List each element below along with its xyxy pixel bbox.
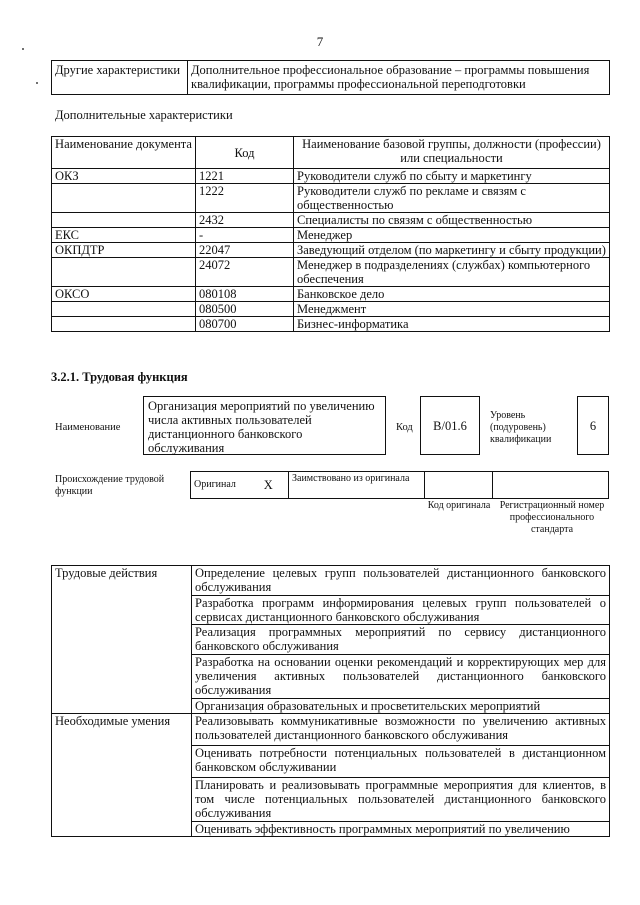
code-caption: Код оригинала [427, 500, 491, 511]
cell-name: Специалисты по связям с общественностью [294, 213, 610, 228]
table-row [52, 169, 610, 184]
function-heading: 3.2.1. Трудовая функция [51, 370, 188, 384]
other-characteristics-table [51, 60, 610, 95]
level-box [577, 396, 609, 455]
cell-code: 080500 [196, 302, 294, 317]
cell-doc: ОКСО [52, 287, 196, 302]
actions-label: Трудовые действия [52, 566, 192, 714]
header-name: Наименование базовой группы, должности (профессии) или специальности [294, 137, 610, 169]
skill-item: Оценивать эффективность программных мероприятий по увеличению [192, 822, 610, 837]
origin-table [190, 471, 609, 499]
table-header-row [52, 137, 610, 169]
cell-name: Менеджер в подразделениях (службах) компьютерного обеспечения [294, 258, 610, 287]
action-item: Разработка на основании оценки рекомендаций и корректирующих мер для увеличения активных пользователей дистанционного банковского обслуживания [192, 655, 610, 699]
table-row [191, 472, 609, 499]
function-name: Организация мероприятий по увеличению числа активных пользователей дистанционного банковского обслуживания [148, 399, 375, 455]
table-row [52, 213, 610, 228]
function-name-box [143, 396, 386, 455]
action-item: Разработка программ информирования целевых групп пользователей о сервисах дистанционного банковского обслуживания [192, 596, 610, 625]
cell-code: 24072 [196, 258, 294, 287]
table-row [52, 184, 610, 213]
cell-doc: ОКПДТР [52, 243, 196, 258]
action-item: Определение целевых групп пользователей дистанционного банковского обслуживания [192, 566, 610, 596]
cell-name: Руководители служб по сбыту и маркетингу [294, 169, 610, 184]
cell-doc [52, 258, 196, 287]
cell-doc: ОКЗ [52, 169, 196, 184]
additional-title: Дополнительные характеристики [55, 108, 233, 122]
origin-label: Происхождение трудовой функции [55, 474, 165, 497]
cell-doc [52, 317, 196, 332]
cell-name: Менеджер [294, 228, 610, 243]
cell-code: 22047 [196, 243, 294, 258]
header-code: Код [196, 137, 294, 169]
action-item: Реализация программных мероприятий по сервису дистанционного банковского обслуживания [192, 625, 610, 655]
other-value: Дополнительное профессиональное образование – программы повышения квалификации, программы профессиональной переподготовки [188, 61, 610, 95]
page-number: 7 [316, 34, 324, 49]
table-row [52, 302, 610, 317]
scan-speck [36, 82, 38, 84]
cell-doc [52, 184, 196, 213]
header-document: Наименование документа [52, 137, 196, 169]
skills-label: Необходимые умения [52, 714, 192, 837]
function-code: B/01.6 [433, 419, 467, 433]
level-value: 6 [589, 419, 597, 433]
code-label: Код [396, 422, 413, 433]
skill-item: Оценивать потребности потенциальных пользователей в дистанционном банковском обслуживании [192, 746, 610, 778]
other-label: Другие характеристики [52, 61, 188, 95]
table-row [52, 714, 610, 746]
original-mark: X [249, 472, 289, 499]
cell-doc [52, 302, 196, 317]
table-row [52, 287, 610, 302]
cell-doc [52, 213, 196, 228]
cell-name: Менеджмент [294, 302, 610, 317]
cell-code: 080700 [196, 317, 294, 332]
skill-item: Реализовывать коммуникативные возможности по увеличению активных пользователей дистанционного банковского обслуживания [192, 714, 610, 746]
borrowed-label: Заимствовано из оригинала [289, 472, 425, 499]
cell-name: Руководители служб по рекламе и связям с общественностью [294, 184, 610, 213]
level-label: Уровень (подуровень) квалификации [490, 410, 552, 445]
reg-caption: Регистрационный номер профессионального стандарта [499, 500, 605, 535]
cell-code: 1221 [196, 169, 294, 184]
cell-code: 1222 [196, 184, 294, 213]
origin-reg-cell [493, 472, 609, 499]
origin-code-cell [425, 472, 493, 499]
table-row [52, 228, 610, 243]
original-label: Оригинал [191, 472, 249, 499]
table-row [52, 317, 610, 332]
function-code-box [420, 396, 480, 455]
table-row [52, 243, 610, 258]
table-row [52, 566, 610, 596]
cell-name: Заведующий отделом (по маркетингу и сбыту продукции) [294, 243, 610, 258]
actions-skills-table [51, 565, 610, 837]
cell-name: Бизнес-информатика [294, 317, 610, 332]
cell-code: 080108 [196, 287, 294, 302]
table-row [52, 61, 610, 95]
action-item: Организация образовательных и просветительских мероприятий [192, 699, 610, 714]
name-label: Наименование [55, 422, 121, 433]
cell-code: 2432 [196, 213, 294, 228]
cell-name: Банковское дело [294, 287, 610, 302]
additional-characteristics-table [51, 136, 610, 332]
cell-code: - [196, 228, 294, 243]
skill-item: Планировать и реализовывать программные мероприятия для клиентов, в том числе потенциальных пользователей дистанционного банковского обслуживания [192, 778, 610, 822]
table-row [52, 258, 610, 287]
cell-doc: ЕКС [52, 228, 196, 243]
